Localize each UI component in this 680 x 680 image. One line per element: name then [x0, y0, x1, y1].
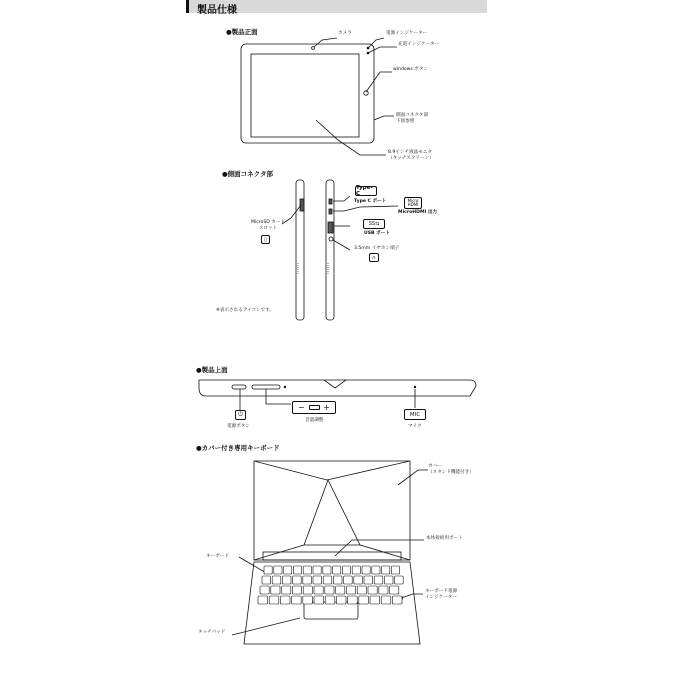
keyboard-key [282, 576, 291, 584]
keyboard-key [381, 596, 391, 604]
label-monitor-sub: （タッチスクリーン） [388, 155, 434, 161]
keyboard-keys [258, 566, 403, 604]
keyboard-key [344, 576, 353, 584]
page-title: 製品仕様 [197, 5, 237, 16]
keyboard-key [271, 586, 280, 594]
keyboard-key [325, 586, 334, 594]
label-monitor-main: 8.9インチ液晶モニタ [388, 150, 433, 155]
usb-icon: SS⇆ [363, 219, 385, 229]
keyboard-key [359, 596, 369, 604]
label-earphone: 3.5mm イヤホン端子 [354, 246, 400, 251]
keyboard-section-title: ●カバー付き専用キーボード [196, 444, 280, 452]
label-side-connector-sub: 下図参照 [396, 118, 415, 124]
label-monitor [388, 150, 434, 161]
keyboard-key [395, 576, 404, 584]
label-microsd-main: MicroSD カード [251, 220, 286, 225]
keyboard-key [303, 586, 312, 594]
keyboard-key [336, 596, 346, 604]
label-power-indicator: 電源インジケーター [386, 31, 428, 36]
keyboard-key [314, 586, 323, 594]
mic-hole [414, 386, 416, 388]
microhdmi-icon [404, 197, 422, 209]
keyboard-key [313, 576, 322, 584]
volume-minus: − [298, 403, 305, 412]
dock-port-strip [263, 552, 401, 560]
keyboard-key [362, 566, 370, 574]
label-mic: マイク [408, 424, 422, 429]
top-section-title: ●製品上面 [196, 366, 228, 374]
keyboard-key [282, 586, 291, 594]
keyboard-key [346, 586, 355, 594]
label-kb-power-main: キーボード電源 [425, 589, 458, 594]
tablet-screen [251, 54, 359, 137]
keyboard-key [292, 596, 302, 604]
keyboard-key [348, 596, 358, 604]
keyboard-key [390, 586, 399, 594]
label-usb: USB ポート [364, 231, 390, 236]
label-volume: 音量調整 [305, 418, 324, 423]
keyboard-key [392, 596, 402, 604]
keyboard-key [374, 576, 383, 584]
keyboard-touchpad [304, 602, 358, 619]
label-dock-port: 本体接続用ポート [426, 536, 463, 541]
label-microhdmi: MicroHDMI 出力 [398, 210, 438, 215]
keyboard-key [323, 566, 331, 574]
keyboard-key [303, 596, 313, 604]
keyboard-key [303, 576, 312, 584]
label-power-button: 電源ボタン [227, 424, 250, 429]
keyboard-key [303, 566, 311, 574]
headphone-icon: ∩ [369, 253, 379, 262]
label-kb-power [425, 589, 457, 600]
label-side-connector [396, 113, 428, 124]
keyboard-key [352, 566, 360, 574]
keyboard-key [364, 576, 373, 584]
front-section-title: ●製品正面 [226, 28, 258, 36]
keyboard-key [280, 596, 290, 604]
keyboard-key [357, 586, 366, 594]
keyboard-key [325, 596, 335, 604]
keyboard-key [379, 586, 388, 594]
typec-icon: Type-C [355, 186, 377, 196]
label-charge-indicator: 充電インジケーター [398, 42, 440, 47]
keyboard-key [333, 576, 342, 584]
keyboard-key [342, 566, 350, 574]
keyboard-key [370, 596, 380, 604]
keyboard-key [293, 576, 302, 584]
keyboard-key [313, 566, 321, 574]
label-side-connector-main: 側面コネクタ部 [396, 113, 429, 118]
volume-icon [292, 401, 336, 414]
keyboard-key [323, 576, 332, 584]
earphone-jack [329, 237, 333, 241]
side-note: ※表示されるアイコンです。 [216, 308, 275, 313]
typec-port [329, 199, 332, 204]
keyboard-key [384, 576, 393, 584]
label-camera: カメラ [338, 31, 352, 36]
keyboard-key [262, 576, 271, 584]
keyboard-key [354, 576, 363, 584]
volume-plus: + [323, 403, 330, 412]
keyboard-key [272, 576, 281, 584]
label-typec: Type C ポート [354, 199, 387, 204]
keyboard-key [333, 566, 341, 574]
microsd-icon: ▯ [261, 235, 270, 244]
label-touchpad: タッチパッド [198, 630, 226, 635]
microhdmi-icon-top: Micro [407, 198, 419, 203]
label-microsd [251, 220, 285, 231]
keyboard-key [269, 596, 279, 604]
keyboard-key [292, 586, 301, 594]
tablet-top-body [199, 380, 476, 396]
keyboard-key [284, 566, 292, 574]
top-notch [324, 380, 346, 388]
label-kb-power-sub: インジケーター [425, 594, 457, 600]
power-icon: ⏻ [235, 410, 246, 420]
microhdmi-icon-bottom: HDMI [407, 202, 419, 207]
label-cover [428, 464, 474, 475]
keyboard-key [382, 566, 390, 574]
keyboard-key [274, 566, 282, 574]
keyboard-key [336, 586, 345, 594]
label-cover-sub: （スタンド機能付き） [428, 469, 474, 475]
microhdmi-port [329, 209, 332, 214]
keyboard-key [314, 596, 324, 604]
keyboard-key [260, 586, 269, 594]
keyboard-key [264, 566, 272, 574]
label-windows-button: windows ボタン [393, 67, 429, 72]
keyboard-key [293, 566, 301, 574]
keyboard-key [368, 586, 377, 594]
usb-port [328, 222, 333, 233]
label-cover-main: カバー [428, 464, 442, 469]
power-button-slot [232, 385, 246, 389]
mic-icon: MIC [404, 409, 426, 420]
keyboard-key [372, 566, 380, 574]
label-microsd-sub: スロット [258, 225, 278, 231]
label-keyboard: キーボード [206, 554, 229, 559]
volume-rocker-slot [252, 385, 280, 389]
camera-icon [312, 47, 315, 50]
keyboard-key [258, 596, 268, 604]
side-section-title: ●側面コネクタ部 [222, 170, 274, 178]
keyboard-key [391, 566, 399, 574]
